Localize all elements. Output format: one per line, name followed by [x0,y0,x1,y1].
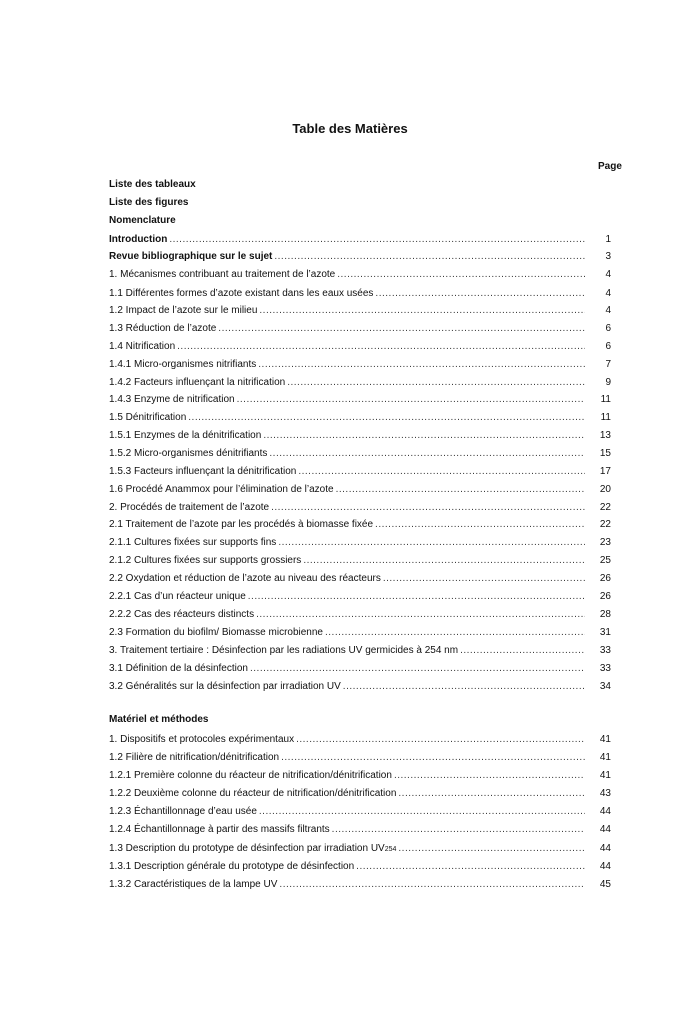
dot-leader [256,609,585,620]
toc-entry[interactable] [109,251,611,265]
toc-entry-page-number: 13 [599,430,611,441]
dot-leader [188,412,585,423]
dot-leader [274,251,585,262]
dot-leader [259,305,585,316]
toc-entry[interactable] [109,843,611,857]
dot-leader [336,484,585,495]
toc-entry-title: 1.4.3 Enzyme de nitrification [109,394,235,405]
toc-entry-title: 1.5 Dénitrification [109,412,187,423]
toc-entry-title: 1.3.1 Description générale du prototype de désinfection [109,861,355,872]
toc-entry-page-number: 6 [605,323,611,334]
toc-entry-page-number: 26 [599,591,611,602]
dot-leader [343,681,585,692]
front-matter-list-of-tables: Liste des tableaux [109,179,196,190]
toc-entry-title: Revue bibliographique sur le sujet [109,251,273,262]
toc-entry[interactable] [109,430,611,444]
toc-entry-title: 3.1 Définition de la désinfection [109,663,248,674]
toc-entry-title: 2.1.1 Cultures fixées sur supports fins [109,537,277,548]
toc-entry-page-number: 11 [600,394,611,405]
toc-entry-page-number: 41 [599,752,611,763]
toc-entry-title: 1. Dispositifs et protocoles expérimentaux [109,734,295,745]
dot-leader [177,341,585,352]
toc-entry-title: Introduction [109,234,168,245]
toc-entry-page-number: 4 [605,269,611,280]
toc-entry[interactable] [109,788,611,802]
section-heading-materials-methods: Matériel et méthodes [109,714,209,725]
toc-entry[interactable] [109,288,611,302]
dot-leader [169,234,585,245]
dot-leader [237,394,585,405]
toc-entry-title: 3.2 Généralités sur la désinfection par irradiation UV [109,681,341,692]
toc-entry-page-number: 26 [599,573,611,584]
dot-leader [263,430,585,441]
dot-leader [250,663,585,674]
toc-entry-page-number: 44 [599,843,611,854]
dot-leader [298,466,585,477]
toc-entry[interactable] [109,681,611,695]
dot-leader [398,843,585,854]
dot-leader [332,824,585,835]
toc-entry-page-number: 11 [600,412,611,423]
toc-entry[interactable] [109,323,611,337]
toc-entry-title: 1.5.2 Micro-organismes dénitrifiants [109,448,268,459]
toc-entry-title: 1.2.2 Deuxième colonne du réacteur de nitrification/dénitrification [109,788,397,799]
toc-entry-title: 2.2.2 Cas des réacteurs distincts [109,609,255,620]
toc-entry-title: 1.4.2 Facteurs influençant la nitrification [109,377,286,388]
toc-entry[interactable] [109,537,611,551]
dot-leader [325,627,585,638]
toc-entry-page-number: 31 [599,627,611,638]
dot-leader [269,448,585,459]
toc-entry-title: 2.2.1 Cas d’un réacteur unique [109,591,246,602]
toc-entry-page-number: 45 [599,879,611,890]
toc-entry-page-number: 9 [605,377,611,388]
toc-entry[interactable] [109,770,611,784]
toc-entry[interactable] [109,591,611,605]
toc-entry-title: 1. Mécanismes contribuant au traitement de l’azote [109,269,336,280]
dot-leader [279,879,585,890]
toc-entry-title: 3. Traitement tertiaire : Désinfection par les radiations UV germicides à 254 nm [109,645,459,656]
toc-entry[interactable] [109,502,611,516]
toc-entry[interactable] [109,519,611,533]
toc-entry-title: 1.2.4 Échantillonnage à partir des massifs filtrants [109,824,330,835]
toc-entry-title: 1.2 Filière de nitrification/dénitrification [109,752,280,763]
dot-leader [271,502,585,513]
dot-leader [460,645,585,656]
toc-entry[interactable] [109,305,611,319]
toc-entry-page-number: 33 [599,645,611,656]
toc-entry[interactable] [109,412,611,426]
toc-entry-title: 1.2.3 Échantillonnage d’eau usée [109,806,257,817]
toc-entry[interactable] [109,645,611,659]
dot-leader [278,537,585,548]
toc-entry[interactable] [109,752,611,766]
dot-leader [375,519,585,530]
toc-entry-page-number: 41 [599,770,611,781]
toc-entry-title: 2. Procédés de traitement de l’azote [109,502,270,513]
toc-entry-page-number: 23 [599,537,611,548]
toc-entry-title: 1.1 Différentes formes d’azote existant dans les eaux usées [109,288,374,299]
dot-leader [356,861,585,872]
dot-leader [303,555,585,566]
toc-entry[interactable] [109,341,611,355]
dot-leader [383,573,585,584]
toc-entry[interactable] [109,573,611,587]
toc-entry[interactable] [109,734,611,748]
toc-entry-page-number: 3 [605,251,611,262]
toc-entry-title: 1.3 Description du prototype de désinfection par irradiation UV [109,843,385,854]
toc-entry-page-number: 17 [599,466,611,477]
toc-entry-title: 2.2 Oxydation et réduction de l’azote au niveau des réacteurs [109,573,381,584]
toc-entry-page-number: 1 [605,234,611,245]
toc-entry-page-number: 41 [599,734,611,745]
toc-entry-page-number: 34 [599,681,611,692]
toc-entry[interactable] [109,627,611,641]
toc-entry[interactable] [109,377,611,391]
dot-leader [398,788,585,799]
dot-leader [281,752,585,763]
front-matter-nomenclature: Nomenclature [109,215,176,226]
toc-entry-page-number: 43 [599,788,611,799]
dot-leader [248,591,585,602]
toc-entry-page-number: 4 [605,305,611,316]
front-matter-list-of-figures: Liste des figures [109,197,189,208]
toc-entry-title: 2.1 Traitement de l’azote par les procédés à biomasse fixée [109,519,374,530]
toc-entry-page-number: 15 [599,448,611,459]
toc-entry[interactable] [109,269,611,283]
toc-entry-title: 1.3.2 Caractéristiques de la lampe UV [109,879,278,890]
toc-entry[interactable] [109,466,611,480]
dot-leader [218,323,585,334]
toc-entry[interactable] [109,448,611,462]
toc-entry-page-number: 44 [599,861,611,872]
toc-entry[interactable] [109,359,611,373]
toc-entry-page-number: 28 [599,609,611,620]
toc-entry-title: 1.2.1 Première colonne du réacteur de nitrification/dénitrification [109,770,392,781]
dot-leader [394,770,585,781]
toc-entry-page-number: 6 [605,341,611,352]
toc-entry[interactable] [109,609,611,623]
toc-entry[interactable] [109,484,611,498]
page-column-label: Page [598,161,622,172]
toc-entry[interactable] [109,861,611,875]
toc-entry-title: 1.4 Nitrification [109,341,176,352]
toc-entry-page-number: 25 [599,555,611,566]
toc-entry-page-number: 7 [605,359,611,370]
page-title: Table des Matières [292,121,408,136]
toc-entry-title: 2.1.2 Cultures fixées sur supports grossiers [109,555,302,566]
toc-entry[interactable] [109,824,611,838]
toc-entry[interactable] [109,555,611,569]
toc-entry[interactable] [109,663,611,677]
toc-entry[interactable] [109,394,611,408]
toc-entry[interactable] [109,879,611,893]
toc-entry-title: 1.2 Impact de l’azote sur le milieu [109,305,258,316]
dot-leader [296,734,585,745]
dot-leader [259,806,585,817]
toc-entry-title: 1.3 Réduction de l’azote [109,323,217,334]
dot-leader [337,269,585,280]
toc-entry-page-number: 22 [599,519,611,530]
toc-entry-page-number: 44 [599,824,611,835]
dot-leader [258,359,585,370]
toc-entry-page-number: 33 [599,663,611,674]
toc-entry[interactable] [109,806,611,820]
toc-entry-title: 2.3 Formation du biofilm/ Biomasse microbienne [109,627,323,638]
toc-entry-page-number: 22 [599,502,611,513]
toc-entry-page-number: 4 [605,288,611,299]
toc-entry-title: 1.6 Procédé Anammox pour l’élimination de l’azote [109,484,334,495]
dot-leader [375,288,585,299]
dot-leader [287,377,585,388]
toc-entry-page-number: 20 [599,484,611,495]
toc-entry-page-number: 44 [599,806,611,817]
toc-entry-title: 1.4.1 Micro-organismes nitrifiants [109,359,257,370]
toc-entry[interactable] [109,234,611,248]
toc-entry-subscript: 254 [384,846,397,853]
toc-entry-title: 1.5.1 Enzymes de la dénitrification [109,430,262,441]
toc-entry-title: 1.5.3 Facteurs influençant la dénitrification [109,466,297,477]
